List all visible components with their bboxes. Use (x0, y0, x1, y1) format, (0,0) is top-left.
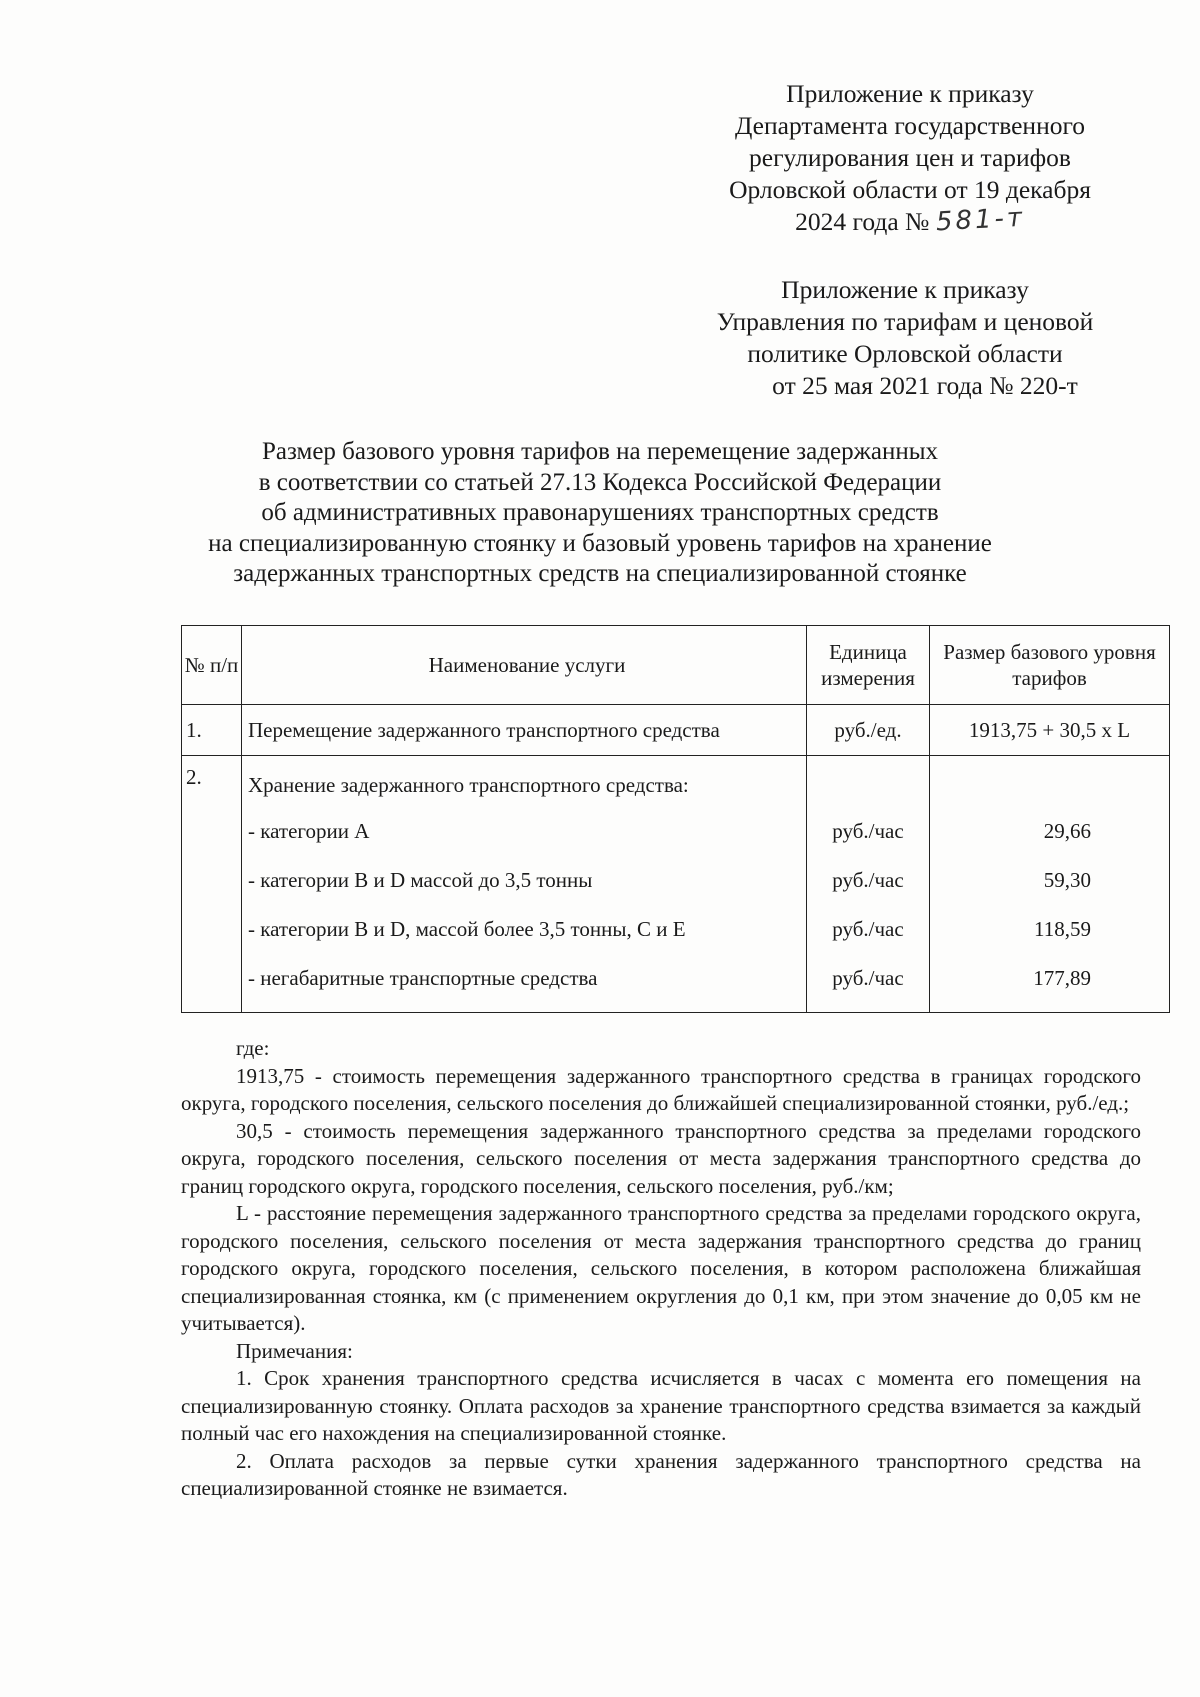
header-line: Департамента государственного (734, 111, 1086, 140)
subitem-name: - негабаритные транспортные средства (248, 965, 598, 990)
subitem-unit: руб./час (832, 916, 904, 941)
explanation-paragraph: 30,5 - стоимость перемещения задержанного транспортного средства за пределами городского округа, городского поселения, сельского поселения от места задержания транспортного средства до границ городского округа, городского поселения, сельского поселения, руб./км; (181, 1118, 1141, 1198)
row-service-name: Хранение задержанного транспортного средства: (248, 773, 689, 797)
table-row (182, 756, 1170, 1013)
order-number-line (690, 202, 1130, 238)
table-row (182, 705, 1170, 756)
header-line: Орловской области от 19 декабря (729, 175, 1091, 204)
subitem-name: - категории В и D массой до 3,5 тонны (248, 867, 593, 892)
title-line: об административных правонарушениях транспортных средств (261, 499, 939, 526)
subitem-name: - категории А (248, 818, 370, 843)
explanation-section (181, 1035, 1141, 1503)
row-service-name: Перемещение задержанного транспортного средства (242, 705, 807, 756)
appendix-header-dept (690, 78, 1130, 238)
title-line: в соответствии со статьей 27.13 Кодекса Российской Федерации (258, 468, 942, 496)
header-num: № п/п (182, 626, 242, 705)
subitem-tariff-value: 29,66 (1043, 818, 1091, 843)
subitem-tariff-value: 177,89 (1033, 965, 1091, 990)
header-unit: Единица измерения (807, 626, 930, 705)
notes-label: Примечания: (236, 1338, 353, 1363)
header-tariff-value: Размер базового уровня тарифов (930, 626, 1170, 705)
explanation-paragraph: L - расстояние перемещения задержанного транспортного средства за пределами городского округа, городского поселения, сельского поселения от места задержания транспортного средства до границ городского округа, городского поселения, сельского поселения, в котором расположена ближайшая специализированная стоянка, км (с применением округления до 0,1 км, при этом значение до 0,05 км не учитывается). (181, 1201, 1141, 1335)
title-line: Размер базового уровня тарифов на перемещение задержанных (261, 438, 938, 465)
row-num: 2. (182, 756, 242, 1013)
title-line: задержанных транспортных средств на специализированной стоянке (233, 560, 967, 587)
row-unit-group (807, 756, 930, 1013)
spacer (807, 764, 929, 806)
header-line: регулирования цен и тарифов (749, 143, 1071, 172)
header-line: политике Орловской области (747, 339, 1063, 368)
header-line: от 25 мая 2021 года № 220-т (772, 371, 1078, 400)
explanation-paragraph: 1913,75 - стоимость перемещения задержанного транспортного средства в границах городского округа, городского поселения, сельского поселения до ближайшей специализированной стоянки, руб./ед.; (181, 1063, 1141, 1115)
subitem-tariff-value: 118,59 (1034, 916, 1091, 941)
handwritten-order-number: 581-т (934, 202, 1026, 238)
spacer (930, 764, 1169, 806)
subitem-unit: руб./час (832, 867, 904, 892)
subitem-unit: руб./час (832, 965, 904, 990)
tariff-table (181, 625, 1170, 1013)
table-header-row (182, 626, 1170, 705)
title-line: на специализированную стоянку и базовый уровень тарифов на хранение (208, 529, 992, 557)
subitem-unit: руб./час (832, 818, 904, 843)
note-paragraph: 1. Срок хранения транспортного средства исчисляется в часах с момента его помещения на специализированную стоянку. Оплата расходов за хранение транспортного средства взимается за каждый полный час его нахождения на специализированной стоянке. (181, 1366, 1141, 1445)
header-line: Приложение к приказу (786, 79, 1034, 108)
header-line: Управления по тарифам и ценовой (716, 307, 1094, 336)
row-service-name-group (242, 756, 807, 1013)
note-paragraph: 2. Оплата расходов за первые сутки хранения задержанного транспортного средства на специализированной стоянке не взимается. (181, 1448, 1141, 1500)
document-title (150, 437, 1050, 590)
row-unit: руб./ед. (807, 705, 930, 756)
row-value-group (930, 756, 1170, 1013)
appendix-header-office (680, 274, 1130, 402)
row-num: 1. (182, 705, 242, 756)
where-label: где: (236, 1036, 270, 1060)
subitem-tariff-value: 59,30 (1043, 867, 1091, 892)
order-number-prefix: 2024 года № (795, 207, 930, 236)
row-tariff-value: 1913,75 + 30,5 x L (930, 705, 1170, 756)
header-service-name: Наименование услуги (242, 626, 807, 705)
subitem-name: - категории В и D, массой более 3,5 тонны, С и Е (248, 916, 686, 941)
header-line: Приложение к приказу (781, 275, 1029, 304)
